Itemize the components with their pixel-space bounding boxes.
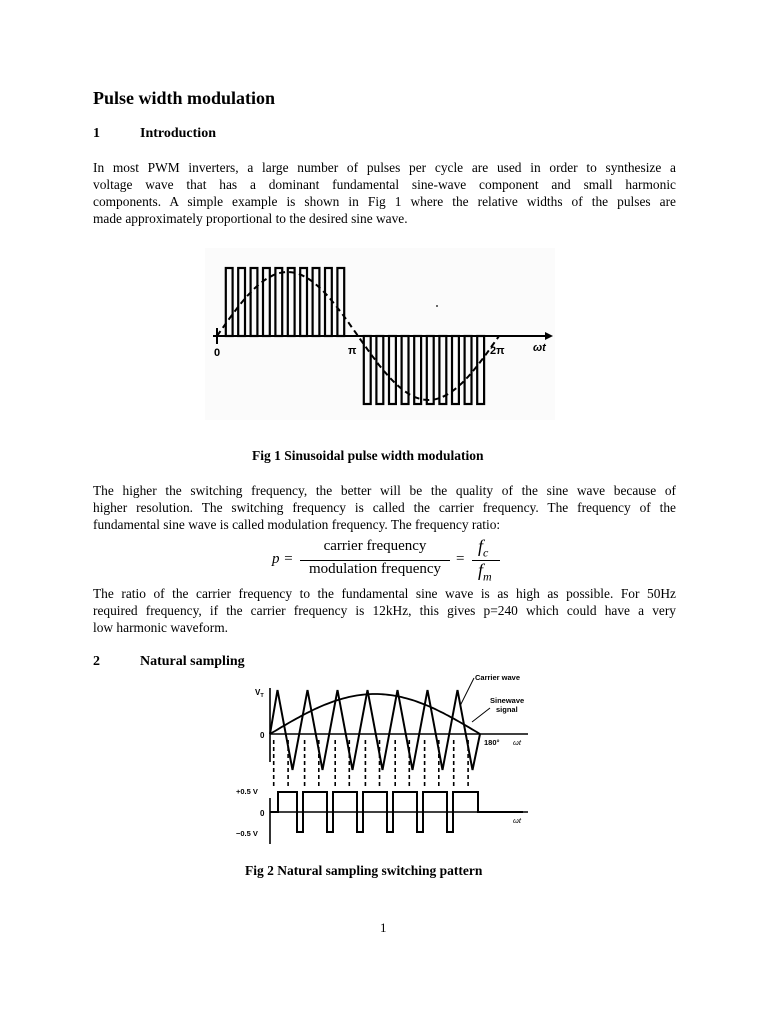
equation-equals: =: [456, 551, 465, 567]
fig2-label-minus: −0.5 V: [236, 829, 258, 838]
fig2-label-180: 180°: [484, 738, 500, 747]
section-number: 2: [93, 654, 100, 669]
intro-paragraph: [93, 159, 676, 227]
equation-fm: $f_m$: [478, 560, 492, 584]
section-number: 1: [93, 126, 100, 141]
paragraph-line: In most PWM inverters, a large number of pulses per cycle are used in order to synthesize a: [93, 160, 676, 175]
frequency-ratio-equation: [272, 536, 512, 584]
paragraph-line: required frequency, if the carrier frequency is 12kHz, this gives p=240 which could have a very: [93, 603, 676, 618]
fig1-label-pi: π: [348, 345, 357, 357]
fig1-pwm-diagram: [205, 248, 555, 420]
fig2-label-wt-top: ωt: [513, 738, 521, 747]
fig2-projection-lines: [274, 740, 468, 788]
fig2-label-zero-top: 0: [260, 731, 265, 740]
fig1-label-zero: 0: [214, 347, 221, 359]
equation-denominator: modulation frequency: [308, 561, 442, 577]
equation-numerator: carrier frequency: [323, 538, 427, 554]
fig1-label-axis: ωt: [533, 342, 546, 354]
page-title: Pulse width modulation: [93, 88, 276, 108]
ratio-paragraph: [93, 585, 676, 636]
section-title-introduction: Introduction: [140, 126, 216, 141]
fig2-label-zero-bottom: 0: [260, 809, 265, 818]
fig2-label-carrier: Carrier wave: [475, 673, 521, 682]
paragraph-line: higher resolution. The switching frequency is called the carrier frequency. The frequency of the: [93, 500, 676, 515]
fig2-caption: Fig 2 Natural sampling switching pattern: [245, 863, 483, 878]
fig2-label-vt: $V_T$: [255, 688, 264, 699]
fig2-sine-leader: [472, 708, 490, 722]
fig1-label-two-pi: 2π: [490, 345, 505, 357]
fig2-label-sinewave: Sinewave: [490, 696, 525, 705]
frequency-paragraph: [93, 482, 676, 533]
section-title-natural-sampling: Natural sampling: [140, 654, 245, 669]
paragraph-line: low harmonic waveform.: [93, 620, 228, 635]
paragraph-line: fundamental sine wave is called modulation frequency. The frequency ratio:: [93, 517, 501, 532]
paragraph-line: made approximately proportional to the desired sine wave.: [93, 211, 408, 226]
fig2-label-plus: +0.5 V: [236, 787, 258, 796]
equation-fc: $f_c$: [478, 536, 489, 560]
fig1-speck: [436, 305, 438, 307]
paragraph-line: The higher the switching frequency, the better will be the quality of the sine wave because of: [93, 483, 676, 498]
equation-lhs: p =: [272, 551, 294, 567]
fig2-natural-sampling-diagram: [228, 670, 538, 848]
fig2-carrier-leader: [460, 678, 474, 706]
paragraph-line: The ratio of the carrier frequency to the fundamental sine wave is as high as possible. For 50Hz: [93, 586, 676, 601]
fig2-label-signal: signal: [496, 705, 518, 714]
paragraph-line: voltage wave that has a dominant fundamental sine-wave component and small harmonic: [93, 177, 676, 192]
page-number: 1: [380, 920, 387, 935]
fig2-carrier-triangle: [270, 690, 480, 770]
fig2-label-wt-bottom: ωt: [513, 816, 521, 825]
paragraph-line: components. A simple example is shown in Fig 1 where the relative widths of the pulses are: [93, 194, 676, 209]
fig1-caption: Fig 1 Sinusoidal pulse width modulation: [252, 448, 484, 463]
